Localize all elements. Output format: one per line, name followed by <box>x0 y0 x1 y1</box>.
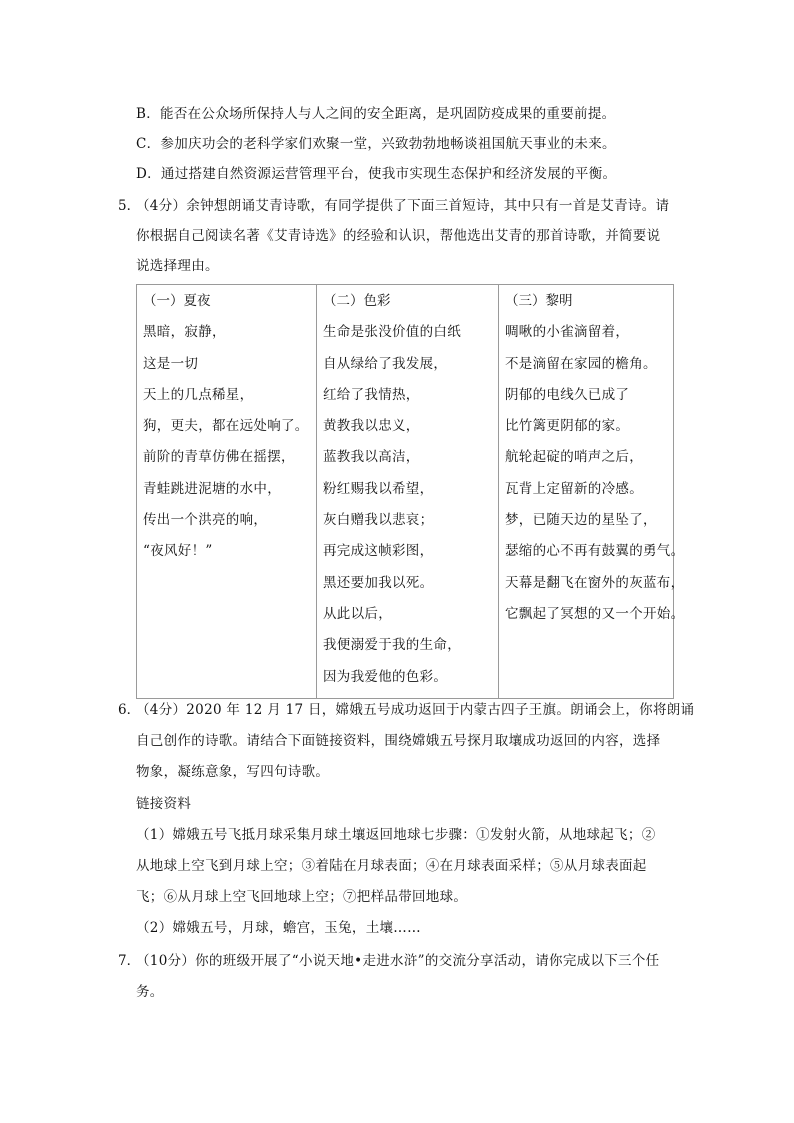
poem-line: 瓦背上定留新的冷感。 <box>505 480 643 497</box>
poem-cell-1 <box>137 285 317 699</box>
question-6-number: 6． <box>118 702 141 718</box>
poem-line: 再完成这帧彩图， <box>323 543 434 560</box>
poem-line: 黑暗，寂静， <box>143 324 226 341</box>
poem-line: 梦，已随天边的星坠了， <box>505 512 657 529</box>
poem-line: 我便溺爱于我的生命， <box>323 637 461 654</box>
poem-table <box>136 284 685 699</box>
poem-line: 狗，更夫，都在远处响了。 <box>143 418 309 435</box>
poem-title: （三）黎明 <box>505 293 573 309</box>
question-6-line-2: 自己创作的诗歌。请结合下面链接资料，围绕嫦娥五号探月取壤成功返回的内容，选择 <box>136 733 661 749</box>
poem-line: 因为我爱他的色彩。 <box>323 668 448 685</box>
poem-line: 从此以后， <box>323 605 392 622</box>
question-7-number: 7． <box>118 953 141 969</box>
question-7-line-1: （10分）你的班级开展了“小说天地•走进水浒”的交流分享活动，请你完成以下三个任 <box>136 953 660 969</box>
poem-cell-2 <box>317 285 499 699</box>
question-5-number: 5． <box>118 198 141 214</box>
material-1-line-1: （1）嫦娥五号飞抵月球采集月球土壤返回地球七步骤：①发射火箭，从地球起飞；② <box>136 827 656 843</box>
question-5-line-2: 你根据自己阅读名著《艾青诗选》的经验和认识，帮他选出艾青的那首诗歌，并简要说 <box>136 228 661 244</box>
poem-line: 它飘起了冥想的又一个开始。 <box>505 605 685 622</box>
material-2: （2）嫦娥五号，月球，蟾宫，玉兔，土壤…… <box>136 920 421 936</box>
option-b: B．能否在公众场所保持人与人之间的安全距离，是巩固防疫成果的重要前提。 <box>136 106 616 122</box>
poem-line: 蓝教我以高洁， <box>323 449 420 466</box>
material-1-line-2: 从地球上空飞到月球上空；③着陆在月球表面；④在月球表面采样；⑤从月球表面起 <box>136 858 647 874</box>
poem-line: 前阶的青草仿佛在摇摆， <box>143 449 295 466</box>
poem-line: 不是滴留在家园的檐角。 <box>505 355 657 372</box>
poem-title: （二）色彩 <box>323 293 391 309</box>
question-6-line-1: （4分）2020 年 12 月 17 日，嫦娥五号成功返回于内蒙古四子王旗。朗诵会上，你将朗诵 <box>136 702 695 718</box>
question-5-line-1: （4分）余钟想朗诵艾青诗歌，有同学提供了下面三首短诗，其中只有一首是艾青诗。请 <box>136 198 670 214</box>
poem-line: 青蛙跳进泥塘的水中， <box>143 480 281 497</box>
poem-line: 生命是张没价值的白纸 <box>323 324 461 341</box>
question-6-line-3: 物象，凝练意象，写四句诗歌。 <box>136 764 330 780</box>
question-7-line-2: 务。 <box>136 984 164 1000</box>
poem-line: 天上的几点稀星， <box>143 386 254 403</box>
poem-line: 红给了我情热， <box>323 386 420 403</box>
poem-line: 阴郁的电线久已成了 <box>505 386 630 403</box>
poem-line: 啁啾的小雀滴留着， <box>505 324 630 341</box>
option-d: D．通过搭建自然资源运营管理平台，使我市实现生态保护和经济发展的平衡。 <box>136 166 617 182</box>
poem-line: 传出一个洪亮的响， <box>143 512 268 529</box>
poem-line: 航轮起碇的哨声之后， <box>505 449 643 466</box>
poem-line: “夜风好！” <box>143 543 213 560</box>
poem-line: 自从绿给了我发展， <box>323 355 448 372</box>
poem-line: 黄教我以忠义， <box>323 418 420 435</box>
poem-line: 天幕是翻飞在窗外的灰蓝布， <box>505 574 685 591</box>
option-c: C．参加庆功会的老科学家们欢聚一堂，兴致勃勃地畅谈祖国航天事业的未来。 <box>136 136 616 152</box>
poem-line: 灰白赠我以悲哀； <box>323 512 434 529</box>
poem-line: 这是一切 <box>143 355 199 372</box>
poem-title: （一）夏夜 <box>143 293 211 309</box>
poem-line: 粉红赐我以希望， <box>323 480 434 497</box>
material-1-line-3: 飞；⑥从月球上空飞回地球上空；⑦把样品带回地球。 <box>136 889 468 905</box>
question-5-line-3: 说选择理由。 <box>136 258 219 274</box>
link-material-title: 链接资料 <box>136 796 192 812</box>
poem-line: 比竹篱更阴郁的家。 <box>505 418 630 435</box>
poem-cell-3 <box>499 285 685 699</box>
poem-line: 瑟缩的心不再有鼓翼的勇气。 <box>505 543 685 560</box>
poem-line: 黑还要加我以死。 <box>323 574 434 591</box>
